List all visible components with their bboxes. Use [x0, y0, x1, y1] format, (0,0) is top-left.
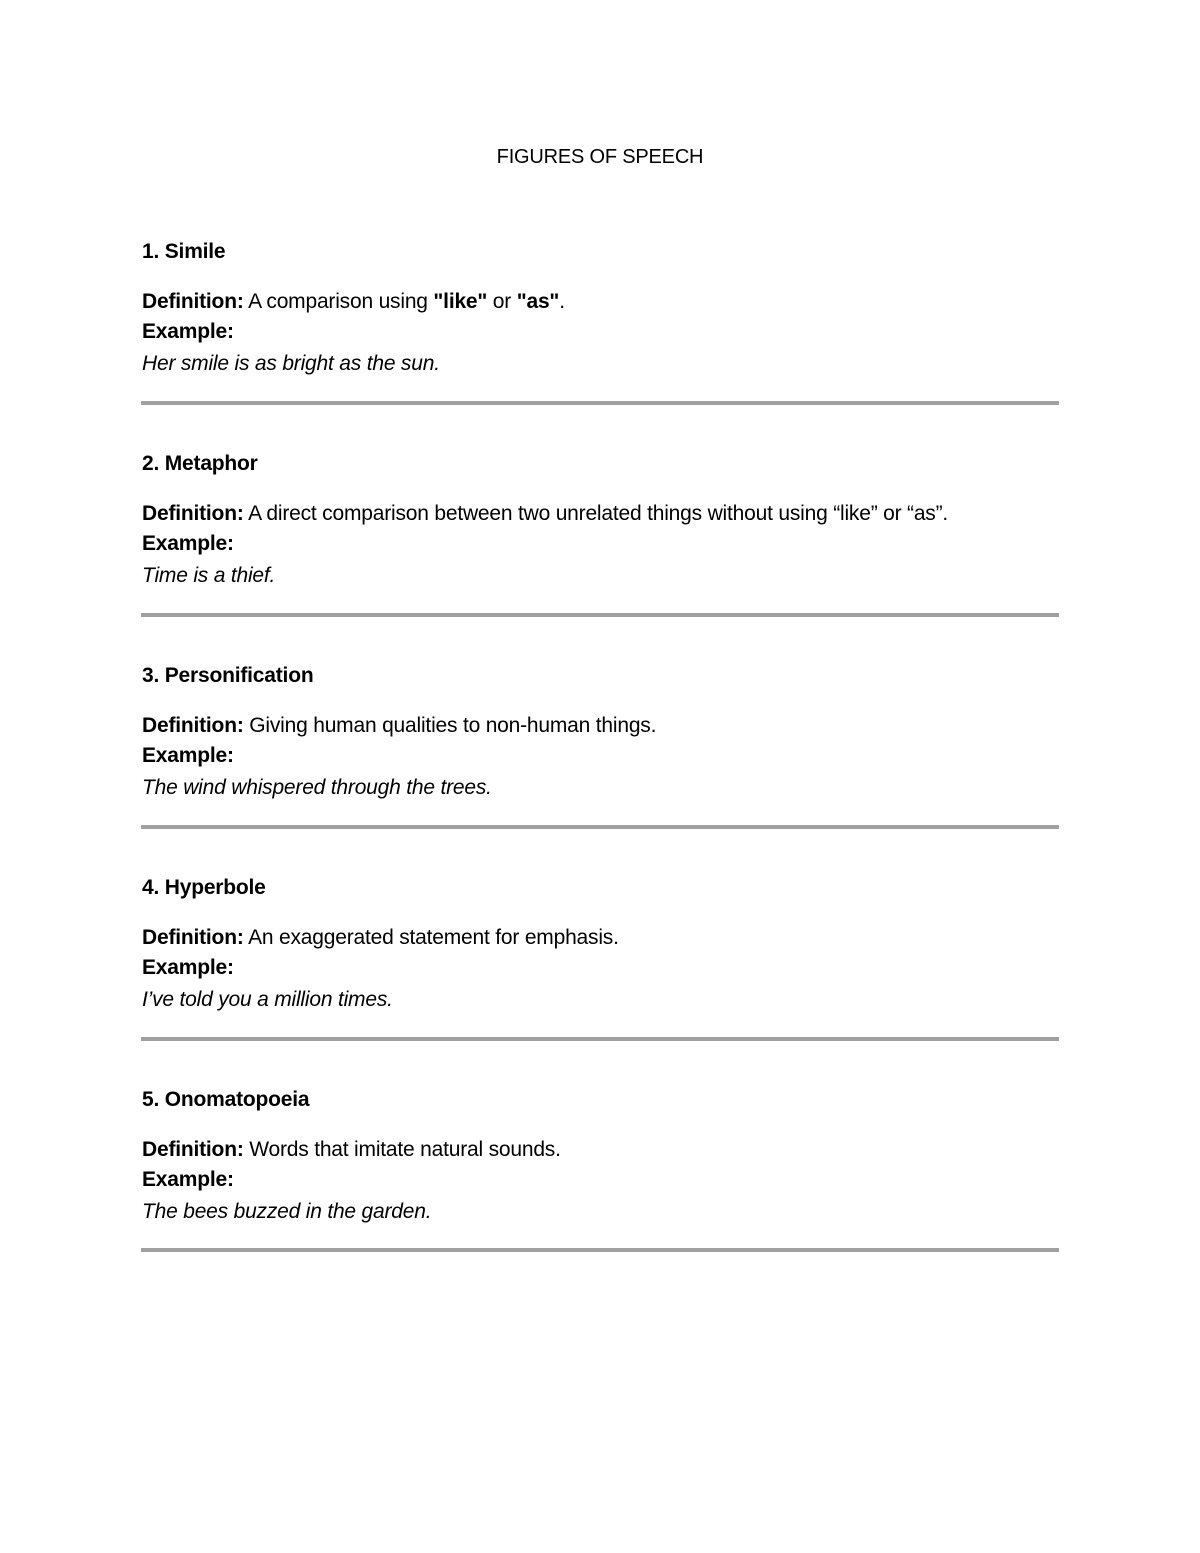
section-heading: 3. Personification — [142, 664, 314, 687]
definition-line — [142, 712, 1060, 740]
section-divider — [141, 1037, 1059, 1041]
example-text: The bees buzzed in the garden. — [142, 1200, 432, 1223]
definition-text: Words that imitate natural sounds. — [249, 1138, 561, 1161]
section-onomatopoeia — [142, 1086, 1060, 1228]
example-text: Her smile is as bright as the sun. — [142, 352, 440, 375]
section-heading: 4. Hyperbole — [142, 876, 266, 899]
section-simile — [142, 238, 1060, 380]
definition-text-part: . — [559, 290, 565, 313]
section-divider — [141, 613, 1059, 617]
example-text: I’ve told you a million times. — [142, 988, 393, 1011]
definition-text: A direct comparison between two unrelated things without using “like” or “as”. — [248, 502, 949, 525]
definition-keyword-as: "as" — [516, 290, 560, 313]
definition-text: An exaggerated statement for emphasis. — [248, 926, 619, 949]
definition-text-part: A comparison using — [248, 290, 434, 313]
definition-label: Definition: — [142, 290, 244, 313]
section-divider — [141, 401, 1059, 405]
section-heading: 2. Metaphor — [142, 452, 258, 475]
section-metaphor — [142, 450, 1060, 592]
definition-text-part: or — [487, 290, 517, 313]
section-divider — [141, 1248, 1059, 1252]
definition-label: Definition: — [142, 1138, 244, 1161]
definition-label: Definition: — [142, 714, 244, 737]
definition-line — [142, 924, 1060, 952]
definition-keyword-like: "like" — [433, 290, 488, 313]
definition-label: Definition: — [142, 926, 244, 949]
example-label: Example: — [142, 532, 234, 555]
example-text: The wind whispered through the trees. — [142, 776, 492, 799]
definition-line — [142, 288, 1060, 316]
section-heading: 1. Simile — [142, 240, 226, 263]
example-label: Example: — [142, 320, 234, 343]
section-divider — [141, 825, 1059, 829]
document-title: FIGURES OF SPEECH — [496, 146, 704, 168]
section-heading: 5. Onomatopoeia — [142, 1088, 310, 1111]
definition-line — [142, 500, 1060, 528]
example-label: Example: — [142, 744, 234, 767]
definition-label: Definition: — [142, 502, 244, 525]
example-label: Example: — [142, 1168, 234, 1191]
section-hyperbole — [142, 874, 1060, 1016]
example-label: Example: — [142, 956, 234, 979]
example-text: Time is a thief. — [142, 564, 276, 587]
definition-line — [142, 1136, 1060, 1164]
section-personification — [142, 662, 1060, 804]
definition-text: Giving human qualities to non-human things. — [249, 714, 657, 737]
